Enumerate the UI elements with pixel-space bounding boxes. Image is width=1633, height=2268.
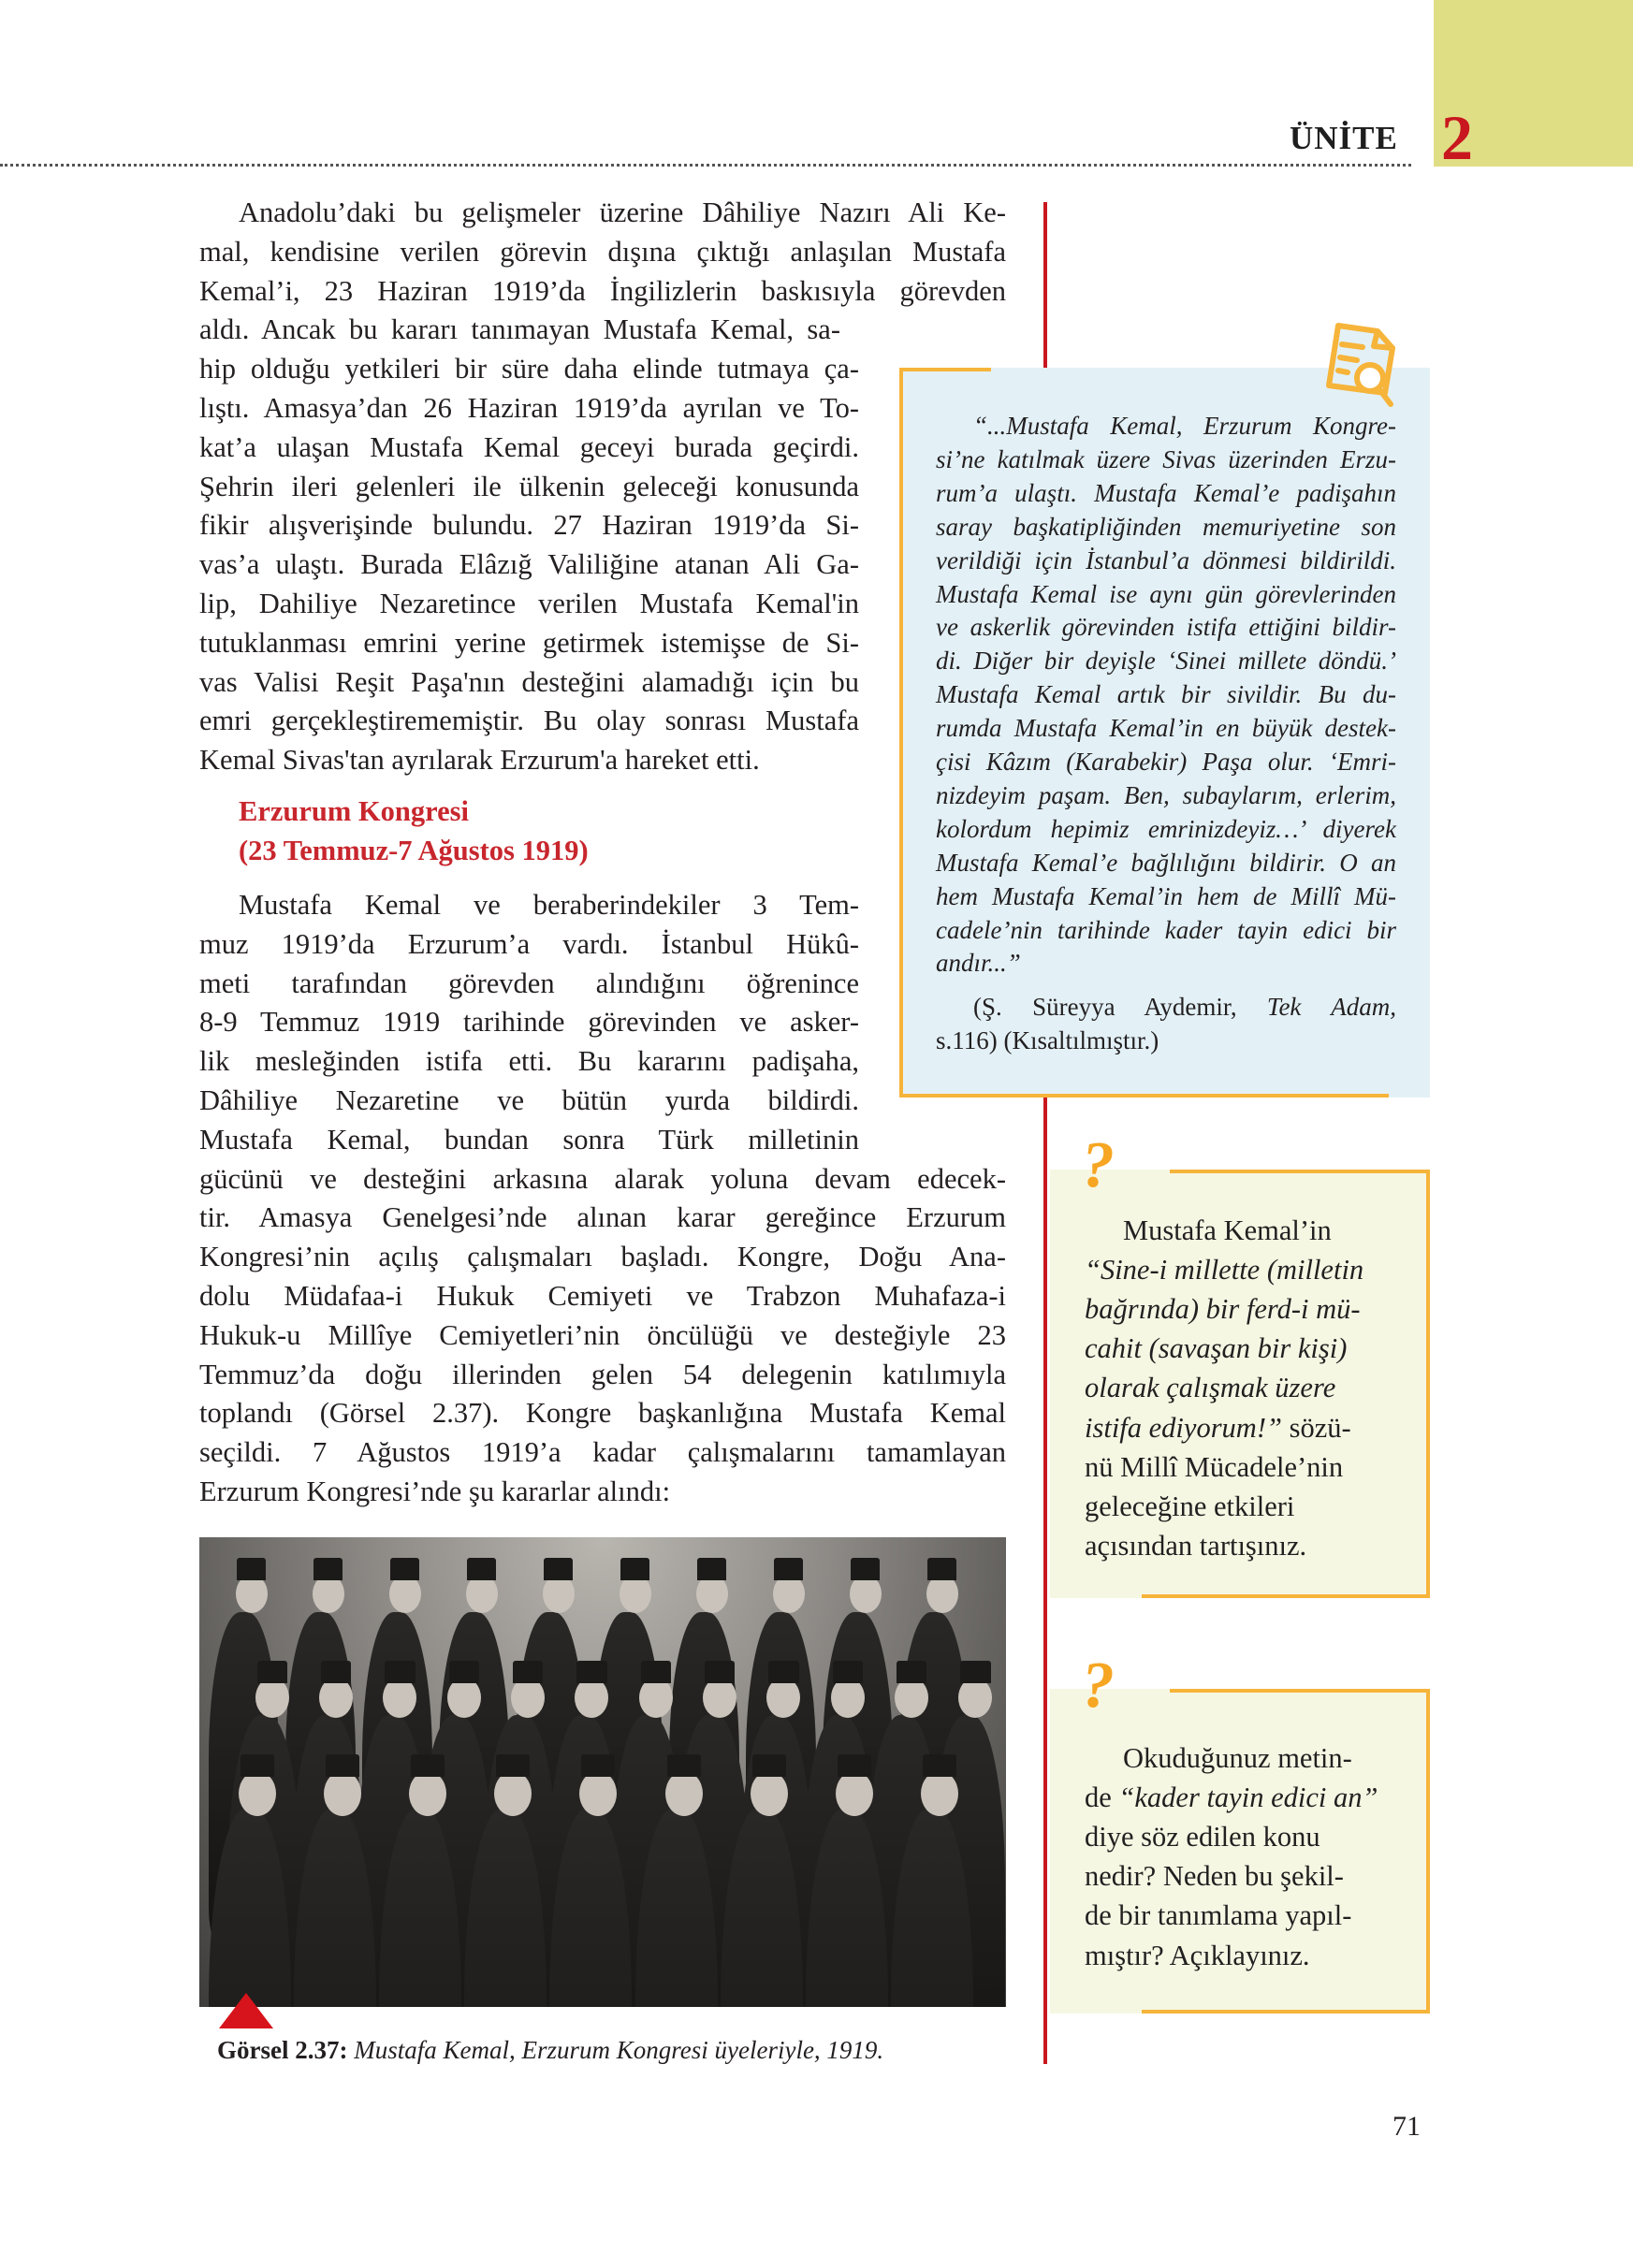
question-line bbox=[1085, 1940, 1310, 1979]
question-text: açısından tartışınız. bbox=[1085, 1529, 1307, 1562]
photo-hat bbox=[768, 1661, 798, 1683]
photo-face bbox=[639, 1678, 673, 1718]
photo-hat bbox=[467, 1558, 496, 1580]
unit-number: 2 bbox=[1441, 102, 1473, 173]
photo-hat bbox=[513, 1661, 543, 1683]
text-line: Hukuk-u Millîye Cemiyetleri’nin öncülüğü ve desteğiyle 23 bbox=[199, 1318, 1006, 1351]
photo-hat bbox=[390, 1558, 419, 1580]
question-box-border bbox=[1426, 1170, 1430, 1598]
photo-face bbox=[255, 1678, 289, 1718]
text-line: 8-9 Temmuz 1919 tarihinde görevinden ve asker- bbox=[199, 1006, 859, 1039]
photo-hat bbox=[667, 1754, 701, 1777]
photo-face bbox=[319, 1678, 353, 1718]
quote-box-border bbox=[899, 1094, 1389, 1098]
question-emphasis: istifa ediyorum!” bbox=[1085, 1411, 1282, 1444]
question-line bbox=[1085, 1451, 1343, 1490]
photo-hat bbox=[241, 1754, 274, 1777]
photo-face bbox=[831, 1678, 865, 1718]
quote-line: Mustafa Kemal ise aynı gün görevlerinden bbox=[936, 579, 1396, 608]
quote-line: rum’a ulaştı. Mustafa Kemal’e padişahın bbox=[936, 478, 1396, 507]
photo-face bbox=[751, 1771, 788, 1816]
text-line: Şehrin ileri gelenleri ile ülkenin geleceği konusunda bbox=[199, 470, 859, 502]
question-text: mıştır? Açıklayınız. bbox=[1085, 1939, 1310, 1971]
text-line: muz 1919’da Erzurum’a vardı. İstanbul Hükû- bbox=[199, 927, 859, 960]
photo-face bbox=[773, 1575, 805, 1613]
photo-face bbox=[926, 1575, 958, 1613]
quote-line: verildiği için İstanbul’a dönmesi bildirildi. bbox=[936, 545, 1396, 574]
quote-line: nizdeyim paşam. Ben, subaylarım, erlerim, bbox=[936, 780, 1396, 809]
quote-line: di. Diğer bir deyişle ‘Sinei millete döndü.’ bbox=[936, 647, 1396, 676]
page-number: 71 bbox=[1392, 2111, 1421, 2142]
photo-hat bbox=[449, 1661, 479, 1683]
quote-line: rumda Mustafa Kemal’in en büyük destek- bbox=[936, 714, 1396, 743]
photo-face bbox=[466, 1575, 498, 1613]
photo-face bbox=[850, 1575, 882, 1613]
question-box-border bbox=[1142, 1594, 1430, 1598]
photo-hat bbox=[237, 1558, 266, 1580]
text-line: kat’a ulaşan Mustafa Kemal geceyi burada geçirdi. bbox=[199, 430, 859, 463]
photo-hat bbox=[697, 1558, 726, 1580]
text-line: tir. Amasya Genelgesi’nde alınan karar gereğince Erzurum bbox=[199, 1201, 1006, 1234]
question-line bbox=[1085, 1490, 1294, 1530]
text-line: lik mesleğinden istifa etti. Bu kararını padişaha, bbox=[199, 1045, 859, 1078]
question-line bbox=[1085, 1781, 1378, 1821]
text-line: hip olduğu yetkileri bir süre daha elinde tutmaya ça- bbox=[199, 353, 859, 385]
text-line: toplandı (Görsel 2.37). Kongre başkanlığına Mustafa Kemal bbox=[199, 1397, 1006, 1430]
historical-group-photo bbox=[199, 1537, 1006, 2007]
photo-face bbox=[620, 1575, 651, 1613]
text-line: tutuklanması emrini yerine getirmek istemişse de Si- bbox=[199, 626, 859, 659]
photo-hat bbox=[851, 1558, 880, 1580]
photo-face bbox=[389, 1575, 421, 1613]
column-divider bbox=[1043, 1098, 1047, 2064]
photo-hat bbox=[313, 1558, 343, 1580]
photo-face bbox=[703, 1678, 736, 1718]
section-heading-line: (23 Temmuz-7 Ağustos 1919) bbox=[239, 834, 589, 866]
quote-box-border bbox=[899, 368, 991, 371]
photo-hat bbox=[923, 1754, 956, 1777]
question-emphasis: cahit (savaşan bir kişi) bbox=[1085, 1332, 1348, 1365]
text-line: mal, kendisine verilen görevin dışına çıktığı anlaşılan Mustafa bbox=[199, 235, 1006, 268]
photo-hat bbox=[620, 1558, 649, 1580]
column-divider bbox=[1043, 202, 1047, 368]
question-mark-icon: ? bbox=[1082, 1129, 1115, 1201]
photo-hat bbox=[960, 1661, 990, 1683]
photo-hat bbox=[576, 1661, 606, 1683]
photo-face bbox=[239, 1771, 276, 1816]
photo-face bbox=[836, 1771, 873, 1816]
quote-line: Mustafa Kemal’e bağlılığını bildirir. O an bbox=[936, 848, 1396, 877]
text-line: Kemal Sivas'tan ayrılarak Erzurum'a hareket etti. bbox=[199, 744, 760, 777]
photo-face bbox=[409, 1771, 446, 1816]
question-text: Mustafa Kemal’in bbox=[1123, 1214, 1332, 1246]
text-line: aldı. Ancak bu kararı tanımayan Mustafa Kemal, sa- bbox=[199, 313, 840, 346]
question-line bbox=[1123, 1214, 1332, 1254]
figure-caption-text: Mustafa Kemal, Erzurum Kongresi üyeleriyle, 1919. bbox=[354, 2036, 884, 2064]
photo-hat bbox=[897, 1661, 926, 1683]
text-line: emri gerçekleştirememiştir. Bu olay sonrası Mustafa bbox=[199, 705, 859, 737]
quote-line: Mustafa Kemal artık bir sivildir. Bu du- bbox=[936, 680, 1396, 709]
quote-line: çisi Kâzım (Karabekir) Paşa olur. ‘Emri- bbox=[936, 748, 1396, 776]
question-emphasis: olarak çalışmak üzere bbox=[1085, 1372, 1336, 1404]
citation-note: ) (Kısaltılmıştır.) bbox=[988, 1026, 1159, 1054]
question-box-border bbox=[1170, 1689, 1430, 1693]
photo-face bbox=[447, 1678, 481, 1718]
text-line: lıştı. Amasya’dan 26 Haziran 1919’da ayrılan ve To- bbox=[199, 392, 859, 424]
question-emphasis: “Sine-i millette (milletin bbox=[1085, 1254, 1364, 1287]
photo-face bbox=[324, 1771, 361, 1816]
photo-hat bbox=[257, 1661, 287, 1683]
text-line: lip, Dahiliye Nezaretince verilen Mustafa Kemal'in bbox=[199, 588, 859, 619]
photo-hat bbox=[833, 1661, 863, 1683]
question-text: Okuduğunuz metin- bbox=[1123, 1742, 1352, 1774]
photo-face bbox=[665, 1771, 703, 1816]
photo-hat bbox=[927, 1558, 956, 1580]
photo-face bbox=[543, 1575, 575, 1613]
question-text: de bir tanımlama yapıl- bbox=[1085, 1899, 1352, 1932]
photo-hat bbox=[496, 1754, 530, 1777]
text-line: Erzurum Kongresi’nde şu kararlar alındı: bbox=[199, 1476, 671, 1507]
question-emphasis: bağrında) bir ferd-i mü- bbox=[1085, 1293, 1361, 1326]
question-line bbox=[1085, 1254, 1363, 1293]
question-line bbox=[1085, 1530, 1306, 1569]
figure-label: Görsel 2.37: bbox=[217, 2036, 348, 2064]
citation-author: (Ş. Süreyya Aydemir, bbox=[973, 993, 1267, 1021]
quote-line: si’ne katılmak üzere Sivas üzerinden Erzu- bbox=[936, 444, 1396, 473]
photo-hat bbox=[581, 1754, 615, 1777]
text-line: vas’a ulaştı. Burada Elâzığ Valiliğine atanan Ali Ga- bbox=[199, 548, 859, 581]
question-box-border bbox=[1142, 2010, 1430, 2014]
question-line bbox=[1085, 1899, 1351, 1939]
photo-hat bbox=[641, 1661, 671, 1683]
question-text: sözü- bbox=[1281, 1411, 1351, 1444]
document-search-icon bbox=[1320, 318, 1404, 412]
text-line: meti tarafından görevden alındığını öğrenince bbox=[199, 967, 859, 999]
photo-face bbox=[958, 1678, 992, 1718]
quote-line: saray başkatipliğinden memuriyetine son bbox=[936, 512, 1396, 541]
photo-face bbox=[236, 1575, 268, 1613]
header-divider bbox=[0, 164, 1411, 167]
photo-face bbox=[921, 1771, 958, 1816]
question-line bbox=[1123, 1742, 1352, 1781]
question-text: nedir? Neden bu şekil- bbox=[1085, 1860, 1344, 1893]
question-text: geleceğine etkileri bbox=[1085, 1490, 1295, 1522]
question-text: diye söz edilen konu bbox=[1085, 1821, 1320, 1854]
question-line bbox=[1085, 1412, 1351, 1451]
photo-hat bbox=[774, 1558, 803, 1580]
quote-line: “...Mustafa Kemal, Erzurum Kongre- bbox=[973, 412, 1396, 440]
unit-label: ÜNİTE bbox=[1290, 120, 1398, 156]
text-line: dolu Müdafaa-i Hukuk Cemiyeti ve Trabzon Muhafaza-i bbox=[199, 1280, 1006, 1312]
quote-line: hem Mustafa Kemal’in hem de Millî Mü- bbox=[936, 881, 1396, 910]
photo-face bbox=[696, 1575, 728, 1613]
question-box-border bbox=[1426, 1689, 1430, 2014]
text-line: Kemal’i, 23 Haziran 1919’da İngilizlerin baskısıyla görevden bbox=[199, 274, 1006, 307]
text-line: gücünü ve desteğini arkasına alarak yoluna devam edecek- bbox=[199, 1162, 1006, 1195]
quote-line: andır...” bbox=[936, 949, 1021, 978]
photo-hat bbox=[838, 1754, 871, 1777]
question-line bbox=[1085, 1821, 1320, 1860]
question-box-border bbox=[1170, 1170, 1430, 1173]
photo-hat bbox=[385, 1661, 415, 1683]
quote-line: kolordum hepimiz emrinizdeyiz…’ diyerek bbox=[936, 814, 1396, 843]
photo-hat bbox=[705, 1661, 735, 1683]
quote-box-border bbox=[899, 368, 903, 1098]
figure-caption bbox=[217, 2036, 883, 2065]
photo-hat bbox=[321, 1661, 351, 1683]
text-line: Anadolu’daki bu gelişmeler üzerine Dâhiliye Nazırı Ali Ke- bbox=[239, 196, 1006, 228]
question-line bbox=[1085, 1293, 1361, 1332]
section-heading-line: Erzurum Kongresi bbox=[239, 795, 469, 827]
photo-hat bbox=[326, 1754, 359, 1777]
text-line: Mustafa Kemal, bundan sonra Türk milletinin bbox=[199, 1123, 859, 1156]
question-line bbox=[1085, 1860, 1344, 1899]
quote-line: ve askerlik görevinden istifa ettiğini bildir- bbox=[936, 613, 1396, 642]
photo-hat bbox=[752, 1754, 786, 1777]
text-line: vas Valisi Reşit Paşa'nın desteğini alamadığı için bu bbox=[199, 665, 859, 698]
question-line bbox=[1085, 1332, 1347, 1372]
quote-line: cadele’nin tarihinde kader tayin edici bir bbox=[936, 915, 1396, 944]
photo-hat bbox=[544, 1558, 573, 1580]
photo-hat bbox=[411, 1754, 445, 1777]
photo-face bbox=[895, 1678, 928, 1718]
question-text: de bbox=[1085, 1781, 1119, 1814]
citation-page: s.116 bbox=[936, 1026, 989, 1054]
photo-face bbox=[313, 1575, 344, 1613]
photo-face bbox=[511, 1678, 545, 1718]
text-line: seçildi. 7 Ağustos 1919’a kadar çalışmalarını tamamlayan bbox=[199, 1436, 1006, 1469]
question-mark-icon: ? bbox=[1082, 1650, 1115, 1722]
question-line bbox=[1085, 1372, 1335, 1411]
question-emphasis: “kader tayin edici an” bbox=[1118, 1781, 1378, 1814]
text-line: Dâhiliye Nezaretine ve bütün yurda bildirdi. bbox=[199, 1084, 859, 1116]
text-line: Kongresi’nin açılış çalışmaları başladı. Kongre, Doğu Ana- bbox=[199, 1241, 1006, 1273]
text-line: Temmuz’da doğu illerinden gelen 54 delegenin katılımıyla bbox=[199, 1358, 1006, 1390]
figure-marker-triangle bbox=[219, 1993, 273, 2028]
text-line: fikir alışverişinde bulundu. 27 Haziran 1919’da Si- bbox=[199, 509, 859, 542]
citation-title: Tek Adam, bbox=[1266, 993, 1396, 1021]
text-line: Mustafa Kemal ve beraberindekiler 3 Tem- bbox=[239, 889, 859, 921]
question-text: nü Millî Mücadele’nin bbox=[1085, 1450, 1344, 1483]
